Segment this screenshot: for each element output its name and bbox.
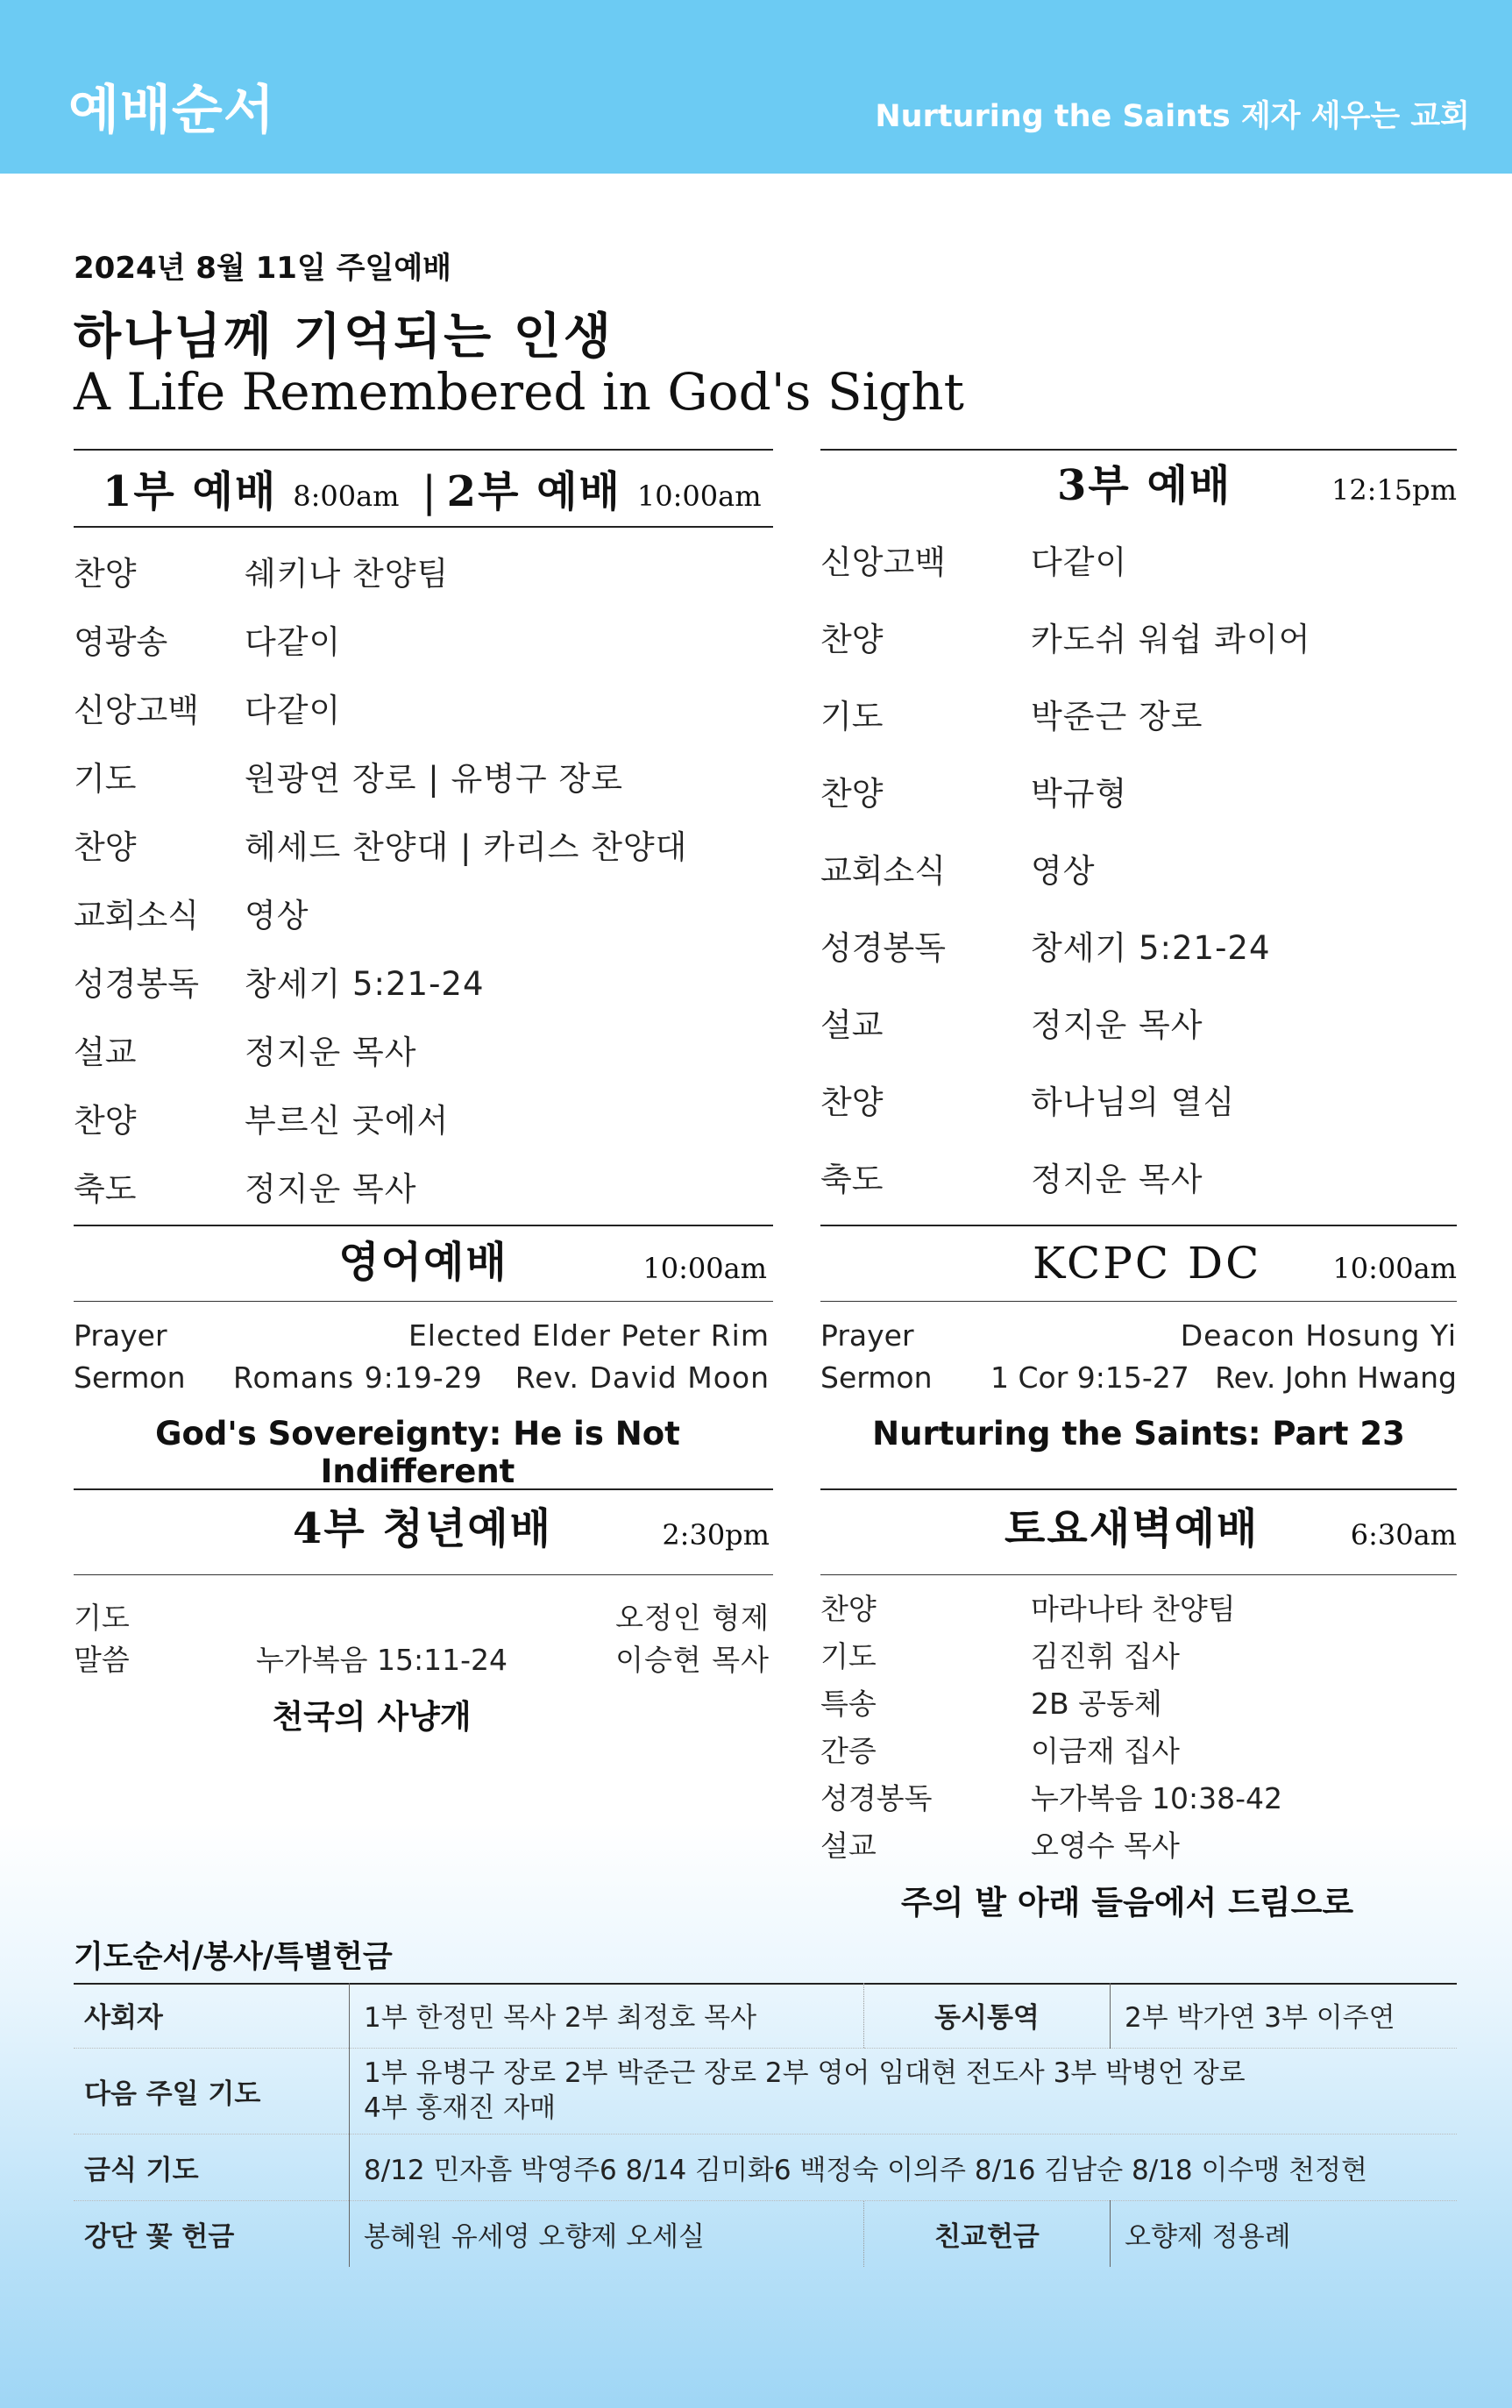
order-label: 성경봉독: [74, 965, 199, 1003]
order-row: [820, 675, 1457, 752]
fasting-value: 8/12 민자흠 박영주6 8/14 김미화6 백정숙 이의주 8/16 김남순 8/18 이수맹 천정현: [350, 2134, 1458, 2200]
table-row: [74, 2048, 1457, 2134]
english-prayer-label: Prayer: [74, 1318, 167, 1353]
order-row: [820, 829, 1457, 906]
order-row: [74, 1152, 773, 1220]
sermon-title-english: A Life Remembered in God's Sight: [74, 362, 964, 422]
youth-service-name: 4부 청년예배: [293, 1504, 552, 1553]
duties-title: 기도순서/봉사/특별헌금: [74, 1940, 393, 1975]
kcpc-sermon-scripture: 1 Cor 9:15-27: [990, 1360, 1189, 1395]
dawn-service-time: 6:30am: [1350, 1518, 1457, 1552]
english-sermon-title: God's Sovereignty: He is Not Indifferent: [155, 1415, 680, 1490]
dawn-order: [820, 1583, 1457, 1867]
divider: [820, 1574, 1457, 1575]
order-row: [820, 1630, 1457, 1678]
service1-name: 1부 예배: [103, 467, 278, 516]
order-value: 쉐키나 찬양팀: [245, 555, 450, 593]
table-row: [74, 1983, 1457, 2048]
order-value: 다같이: [1031, 543, 1128, 581]
order-row: [820, 1061, 1457, 1138]
kcpc-sermon-title: Nurturing the Saints: Part 23: [872, 1415, 1405, 1453]
table-row: [74, 2134, 1457, 2200]
order-value: 정지운 목사: [1031, 1161, 1203, 1198]
order-row: [820, 1725, 1457, 1772]
service2-time: 10:00am: [636, 479, 762, 513]
divider: [74, 526, 773, 528]
service1-time: 8:00am: [293, 479, 400, 513]
kcpc-sermon-speaker: Rev. John Hwang: [1215, 1360, 1457, 1395]
header-title: 예배순서: [68, 80, 275, 141]
english-sermon-speaker: Rev. David Moon: [515, 1360, 770, 1395]
flower-value: 봉혜원 유세영 오향제 오세실: [350, 2200, 864, 2267]
order-row: [74, 878, 773, 947]
order-label: 영광송: [74, 623, 168, 661]
header-band: [0, 0, 1512, 174]
order-row: [820, 1678, 1457, 1725]
dawn-sermon-title: 주의 발 아래 들음에서 드림으로: [900, 1884, 1354, 1921]
kcpc-prayer-value: Deacon Hosung Yi: [1180, 1318, 1457, 1353]
heading-separator: |: [422, 467, 438, 516]
order-label: 간증: [820, 1733, 877, 1768]
order-value: 정지운 목사: [245, 1170, 417, 1208]
order-value: 헤세드 찬양대 | 카리스 찬양대: [245, 828, 688, 866]
order-label: 교회소식: [74, 897, 199, 934]
order-value: 부르신 곳에서: [245, 1102, 450, 1140]
order-label: 축도: [74, 1170, 137, 1208]
order-label: 신앙고백: [820, 543, 946, 581]
order-label: 찬양: [820, 775, 884, 813]
divider: [74, 1488, 773, 1490]
order-value: 이금재 집사: [1031, 1733, 1180, 1768]
divider: [820, 449, 1457, 451]
service3-order: [820, 521, 1457, 1215]
fellowship-offering-value: 오향제 정용례: [1111, 2200, 1458, 2267]
order-label: 성경봉독: [820, 1780, 933, 1815]
order-label: 찬양: [820, 1591, 877, 1626]
next-prayer-label: 다음 주일 기도: [74, 2048, 350, 2134]
order-label: 찬양: [820, 621, 884, 658]
divider: [74, 449, 773, 451]
order-value: 다같이: [245, 623, 342, 661]
divider: [820, 1301, 1457, 1302]
order-row: [820, 984, 1457, 1061]
fasting-label: 금식 기도: [74, 2134, 350, 2200]
order-value: 김진휘 집사: [1031, 1638, 1180, 1673]
order-label: 성경봉독: [820, 929, 946, 967]
presider-label: 사회자: [74, 1983, 350, 2048]
order-row: [820, 598, 1457, 675]
order-label: 설교: [820, 1828, 877, 1863]
fellowship-offering-label: 친교헌금: [864, 2200, 1111, 2267]
next-prayer-line: 4부 홍재진 자매: [364, 2092, 557, 2124]
youth-prayer-value: 오정인 형제: [615, 1601, 770, 1635]
divider: [74, 1574, 773, 1575]
next-prayer-cell: [350, 2048, 1458, 2134]
order-label: 설교: [820, 1006, 884, 1044]
service2-name: 2부 예배: [446, 467, 621, 516]
bulletin-date: 2024년 8월 11일 주일예배: [74, 251, 452, 286]
kcpc-sermon-label: Sermon: [820, 1360, 933, 1395]
order-row: [74, 673, 773, 742]
divider: [820, 1225, 1457, 1226]
order-row: [820, 521, 1457, 598]
order-value: 마라나타 찬양팀: [1031, 1591, 1236, 1626]
order-row: [820, 1138, 1457, 1215]
order-value: 다같이: [245, 692, 342, 729]
youth-word-scripture: 누가복음 15:11-24: [256, 1643, 508, 1677]
order-value: 박규형: [1031, 775, 1128, 813]
service3-name: 3부 예배: [1057, 461, 1232, 510]
order-label: 기도: [820, 1638, 877, 1673]
divider: [74, 1225, 773, 1226]
order-row: [820, 1772, 1457, 1820]
order-value: 영상: [245, 897, 309, 934]
order-label: 축도: [820, 1161, 884, 1198]
order-row: [74, 605, 773, 673]
order-row: [74, 1083, 773, 1152]
order-value: 정지운 목사: [245, 1034, 417, 1071]
order-value: 카도쉬 워쉽 콰이어: [1031, 621, 1311, 658]
english-prayer-value: Elected Elder Peter Rim: [408, 1318, 770, 1353]
divider: [74, 1301, 773, 1302]
english-sermon-label: Sermon: [74, 1360, 186, 1395]
order-row: [74, 1015, 773, 1083]
order-label: 신앙고백: [74, 692, 199, 729]
divider: [820, 1488, 1457, 1490]
service12-order: [74, 536, 773, 1220]
order-label: 찬양: [74, 828, 137, 866]
order-value: 하나님의 열심: [1031, 1083, 1236, 1121]
order-label: 찬양: [74, 1102, 137, 1140]
english-sermon-scripture: Romans 9:19-29: [233, 1360, 483, 1395]
order-value: 정지운 목사: [1031, 1006, 1203, 1044]
interpretation-value: 2부 박가연 3부 이주연: [1111, 1983, 1458, 2048]
youth-service-time: 2:30pm: [662, 1518, 770, 1552]
kcpc-service-name: KCPC DC: [1033, 1238, 1262, 1289]
order-label: 찬양: [74, 555, 137, 593]
order-row: [820, 1583, 1457, 1630]
order-value: 원광연 장로 | 유병구 장로: [245, 760, 623, 798]
order-value: 오영수 목사: [1031, 1828, 1180, 1863]
order-row: [74, 947, 773, 1015]
order-value: 2B 공동체: [1031, 1686, 1162, 1721]
order-row: [820, 1820, 1457, 1867]
order-row: [820, 752, 1457, 829]
order-row: [74, 536, 773, 605]
youth-prayer-label: 기도: [74, 1601, 130, 1635]
order-label: 설교: [74, 1034, 137, 1071]
order-row: [74, 810, 773, 878]
kcpc-prayer-label: Prayer: [820, 1318, 914, 1353]
order-value: 창세기 5:21-24: [1031, 929, 1271, 967]
kcpc-service-time: 10:00am: [1332, 1252, 1457, 1285]
table-row: [74, 2200, 1457, 2267]
order-value: 박준근 장로: [1031, 698, 1203, 735]
order-row: [820, 906, 1457, 984]
service3-heading: [820, 458, 1457, 526]
interpretation-label: 동시통역: [864, 1983, 1111, 2048]
order-label: 특송: [820, 1686, 877, 1721]
duties-table: [74, 1983, 1457, 2267]
order-value: 누가복음 10:38-42: [1031, 1780, 1283, 1815]
order-row: [74, 742, 773, 810]
english-service-time: 10:00am: [642, 1252, 767, 1285]
sermon-title-korean: 하나님께 기억되는 인생: [74, 308, 614, 366]
youth-word-speaker: 이승현 목사: [615, 1643, 770, 1677]
order-label: 찬양: [820, 1083, 884, 1121]
next-prayer-line: 1부 유병구 장로 2부 박준근 장로 2부 영어 임대현 전도사 3부 박병언 장로: [364, 2057, 1246, 2089]
english-service-name: 영어예배: [338, 1238, 508, 1287]
youth-sermon-title: 천국의 사냥개: [272, 1698, 472, 1736]
flower-label: 강단 꽃 헌금: [84, 2220, 235, 2253]
header-tagline: Nurturing the Saints 제자 세우는 교회: [875, 99, 1470, 134]
order-value: 영상: [1031, 852, 1096, 890]
youth-word-label: 말씀: [74, 1643, 130, 1677]
order-label: 기도: [820, 698, 884, 735]
order-label: 교회소식: [820, 852, 946, 890]
order-value: 창세기 5:21-24: [245, 965, 485, 1003]
service3-time: 12:15pm: [1331, 473, 1457, 507]
presider-value: 1부 한정민 목사 2부 최정호 목사: [350, 1983, 864, 2048]
service12-heading: [103, 458, 762, 526]
order-label: 기도: [74, 760, 137, 798]
dawn-service-name: 토요새벽예배: [1004, 1504, 1260, 1553]
